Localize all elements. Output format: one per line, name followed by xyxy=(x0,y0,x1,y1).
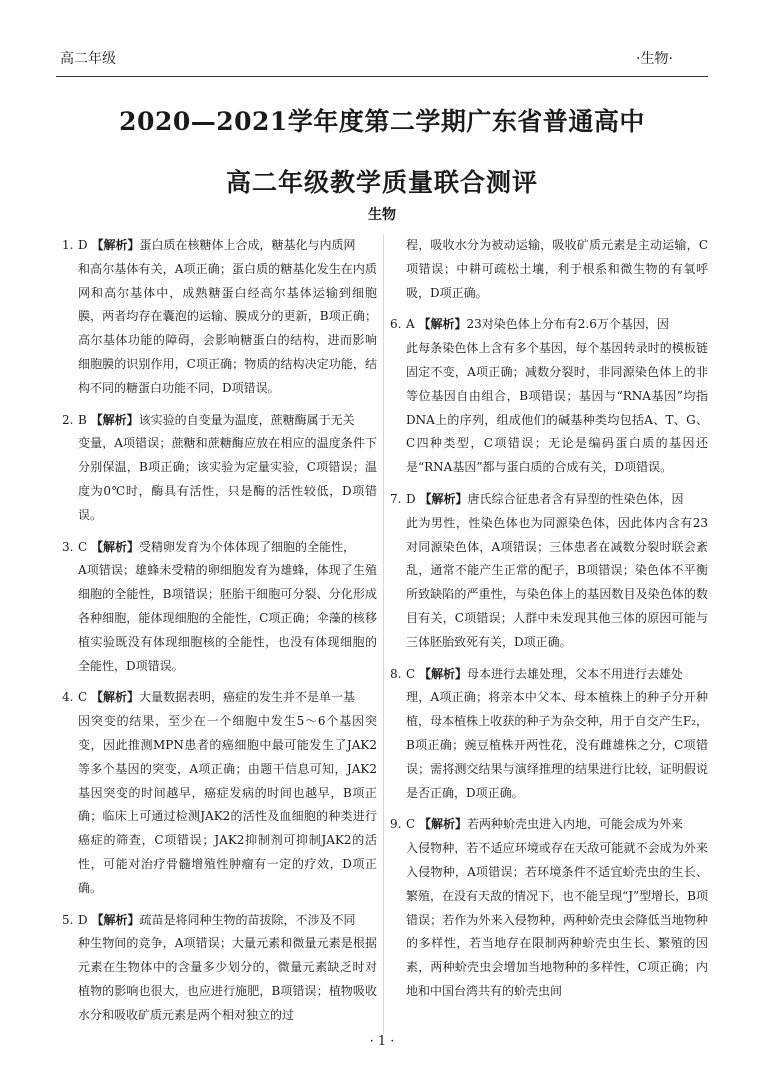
analysis-tag: 【解析】 xyxy=(91,539,140,554)
answer-item xyxy=(62,234,377,401)
item-number: 4. xyxy=(62,690,74,705)
item-text: 此为男性，性染色体也为同源染色体，因此体内含有23对同源染色体，A项错误；三体患者在减数分裂时联会紊乱，通常不能产生正常的配子，B项错误；染色体不平衡所致缺陷的严重性，与染色体上的基因数目及染色体的数目有关，C项错误；人群中未发现其他三体的原因可能与三体胚胎致死有关，D项正确。 xyxy=(406,515,708,649)
item-number: 1. xyxy=(62,238,74,252)
header-rule xyxy=(56,76,708,77)
header-subject: ·生物· xyxy=(636,51,673,67)
subject-heading: 生物 xyxy=(368,207,396,223)
analysis-tag: 【解析】 xyxy=(418,317,467,332)
item-first-line: D 【解析】疏苗是将同种生物的苗拔除，不涉及不同 xyxy=(78,912,356,927)
item-text: A项错误；雄蜂未受精的卵细胞发育为雄蜂，体现了生殖细胞的全能性，B项错误；胚胎干细胞可分裂、分化形成各种细胞，能体现细胞的全能性，C项正确；伞藻的核移植实验既没有体现细胞核的全能性，也没有体现细胞的全能性，D项错误。 xyxy=(78,563,377,673)
answer-item xyxy=(62,536,377,679)
item-first-line: B 【解析】该实验的自变量为温度，蔗糖酶属于无关 xyxy=(78,412,355,427)
item-number: 8. xyxy=(390,666,402,681)
item-text: 程，吸收水分为被动运输，吸收矿质元素是主动运输，C项错误；中耕可疏松土壤，利于根系和微生物的有氧呼吸，D项正确。 xyxy=(406,238,708,300)
item-first-line: C 【解析】母本进行去雄处理，父本不用进行去雄处 xyxy=(406,666,684,681)
item-first-line: C 【解析】大量数据表明，癌症的发生并不是单一基 xyxy=(78,690,356,705)
analysis-tag: 【解析】 xyxy=(91,912,140,927)
answer-item xyxy=(62,686,377,900)
answer-item-continued xyxy=(390,234,708,305)
analysis-tag: 【解析】 xyxy=(419,666,468,681)
analysis-tag: 【解析】 xyxy=(91,238,140,252)
item-first-line: C 【解析】受精卵发育为个体体现了细胞的全能性， xyxy=(78,539,356,554)
answer-item xyxy=(62,909,377,1028)
analysis-tag: 【解析】 xyxy=(91,690,140,705)
page-title: 2020—2021学年度第二学期广东省普通高中 xyxy=(119,107,645,136)
answer-item xyxy=(390,488,708,655)
item-text: 理，A项正确；将亲本中父本、母本植株上的种子分开种植，母本植株上收获的种子为杂交种，用于自交产生F₂，B项正确；豌豆植株开两性花，没有雌雄株之分，C项错误；需将测交结果与演绎推理的结果进行比较，证明假说是否正确，D项正确。 xyxy=(406,690,708,800)
item-text: 此每条染色体上含有多个基因，每个基因转录时的模板链固定不变，A项正确；减数分裂时，非同源染色体上的非等位基因自由组合，B项错误；基因与“RNA基因”均指DNA上的序列，组成他们的碱基种类均包括A、T、G、C四种类型，C项错误；无论是编码蛋白质的基因还是“RNA基因”都与蛋白质的合成有关，D项错误。 xyxy=(406,341,708,475)
answer-item xyxy=(390,313,708,480)
item-text: 和高尔基体有关，A项正确；蛋白质的糖基化发生在内质网和高尔基体中，成熟糖蛋白经高尔基体运输到细胞膜，两者均存在囊泡的运输、膜成分的更新，B项正确；高尔基体功能的障碍，会影响糖蛋白的结构，进而影响细胞膜的识别作用，C项正确；物质的结构决定功能，结构不同的糖蛋白功能不同，D项错误。 xyxy=(78,261,377,395)
item-first-line: C 【解析】若两种蚧壳虫进入内地，可能会成为外来 xyxy=(406,817,684,832)
item-text: 种生物间的竞争，A项错误；大量元素和微量元素是根据元素在生物体中的含量多少划分的，微量元素缺乏时对植物的影响也很大，也应进行施肥，B项错误；植物吸收水分和吸收矿质元素是两个相对独立的过 xyxy=(78,936,377,1022)
item-number: 5. xyxy=(62,912,74,927)
column-divider xyxy=(383,234,384,1034)
item-first-line: D 【解析】蛋白质在核糖体上合成，糖基化与内质网 xyxy=(78,238,356,252)
header-grade: 高二年级 xyxy=(60,51,116,67)
item-number: 7. xyxy=(390,491,402,506)
item-number: 3. xyxy=(62,539,74,554)
item-number: 6. xyxy=(390,317,402,332)
item-number: 9. xyxy=(390,817,402,832)
answer-item xyxy=(390,813,708,1003)
left-column xyxy=(62,234,377,1036)
right-column xyxy=(390,234,708,1012)
analysis-tag: 【解析】 xyxy=(419,817,468,832)
item-text: 因突变的结果，至少在一个细胞中发生5～6个基因突变，因此推测MPN患者的癌细胞中最可能发生了JAK2等多个基因的突变，A项正确；由题干信息可知，JAK2基因突变的时间越早，癌症发病的时间也越早，B项正确；临床上可通过检测JAK2的活性及血细胞的种类进行癌症的筛查，C项错误；JAK2抑制剂可抑制JAK2的活性，可能对治疗骨髓增殖性肿瘤有一定的疗效，D项正确。 xyxy=(78,714,377,895)
analysis-tag: 【解析】 xyxy=(90,412,139,427)
item-number: 2. xyxy=(62,412,74,427)
item-text: 变量，A项错误；蔗糖和蔗糖酶应放在相应的温度条件下分别保温，B项正确；该实验为定量实验，C项错误；温度为0℃时，酶具有活性，只是酶的活性较低，D项错误。 xyxy=(78,436,377,522)
item-text: 入侵物种，若不适应环境或存在天敌可能就不会成为外来入侵物种，A项错误；若环境条件不适宜蚧壳虫的生长、繁殖，在没有天敌的情况下，也不能呈现“J”型增长，B项错误；若作为外来入侵物种，两种蚧壳虫会降低当地物种的多样性，若当地存在限制两种蚧壳虫生长、繁殖的因素，两种蚧壳虫会增加当地物种的多样性，C项正确；内地和中国台湾共有的蚧壳虫间 xyxy=(406,841,708,998)
answer-item xyxy=(390,663,708,806)
item-first-line: A 【解析】23对染色体上分布有2.6万个基因，因 xyxy=(406,317,669,332)
item-first-line: D 【解析】唐氏综合征患者含有异型的性染色体，因 xyxy=(406,491,684,506)
page-title-line2: 高二年级教学质量联合测评 xyxy=(225,168,538,197)
answer-item xyxy=(62,409,377,528)
page-number: · 1 · xyxy=(369,1034,395,1049)
analysis-tag: 【解析】 xyxy=(419,491,468,506)
